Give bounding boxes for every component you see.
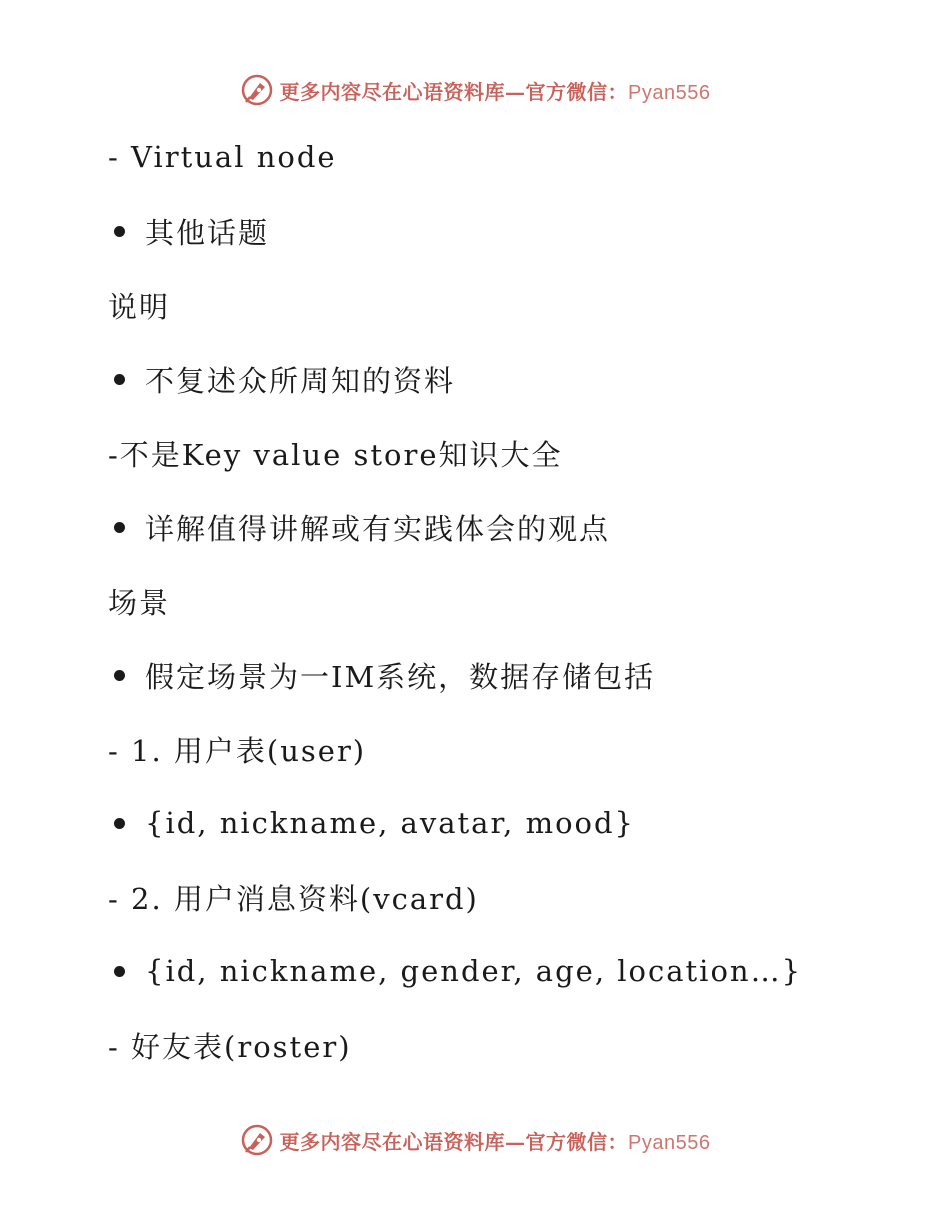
line-text: {id, nickname, avatar, mood} [145, 806, 636, 840]
bullet-item [108, 342, 928, 416]
line-text: 详解值得讲解或有实践体会的观点 [145, 511, 611, 546]
bullet-item [108, 934, 928, 1008]
text-line [108, 416, 928, 490]
bullet-item [108, 194, 928, 268]
bullet-icon [114, 374, 125, 385]
bullet-item [108, 638, 928, 712]
bullet-item [108, 786, 928, 860]
line-text: {id, nickname, gender, age, location…} [145, 954, 803, 988]
line-text: - 2. 用户消息资料(vcard) [108, 881, 479, 916]
line-text: - 好友表(roster) [108, 1029, 352, 1064]
bullet-item [108, 490, 928, 564]
text-line [108, 860, 928, 934]
bullet-icon [114, 966, 125, 977]
bullet-icon [114, 522, 125, 533]
line-text: 不复述众所周知的资料 [145, 363, 456, 398]
text-line [108, 1008, 928, 1082]
bullet-icon [114, 670, 125, 681]
line-text: 假定场景为一IM系统，数据存储包括 [145, 659, 656, 694]
watermark-footer [0, 1120, 950, 1160]
bullet-icon [114, 226, 125, 237]
line-text: - 1. 用户表(user) [108, 733, 367, 768]
text-line [108, 564, 928, 638]
text-line [108, 712, 928, 786]
line-text: -不是Key value store知识大全 [108, 437, 563, 472]
text-line [108, 120, 928, 194]
pen-nib-logo-icon [240, 1123, 274, 1157]
line-text: 说明 [108, 289, 171, 324]
document-body [108, 120, 928, 1082]
line-text: 其他话题 [145, 215, 270, 250]
line-text: 场景 [108, 585, 171, 620]
watermark-text: 更多内容尽在心语资料库—官方微信：Pyan556 [279, 1129, 711, 1154]
text-line [108, 268, 928, 342]
bullet-icon [114, 818, 125, 829]
watermark-header [0, 70, 950, 110]
watermark-text: 更多内容尽在心语资料库—官方微信：Pyan556 [279, 79, 711, 104]
pen-nib-logo-icon [240, 73, 274, 107]
line-text: - Virtual node [108, 140, 337, 174]
